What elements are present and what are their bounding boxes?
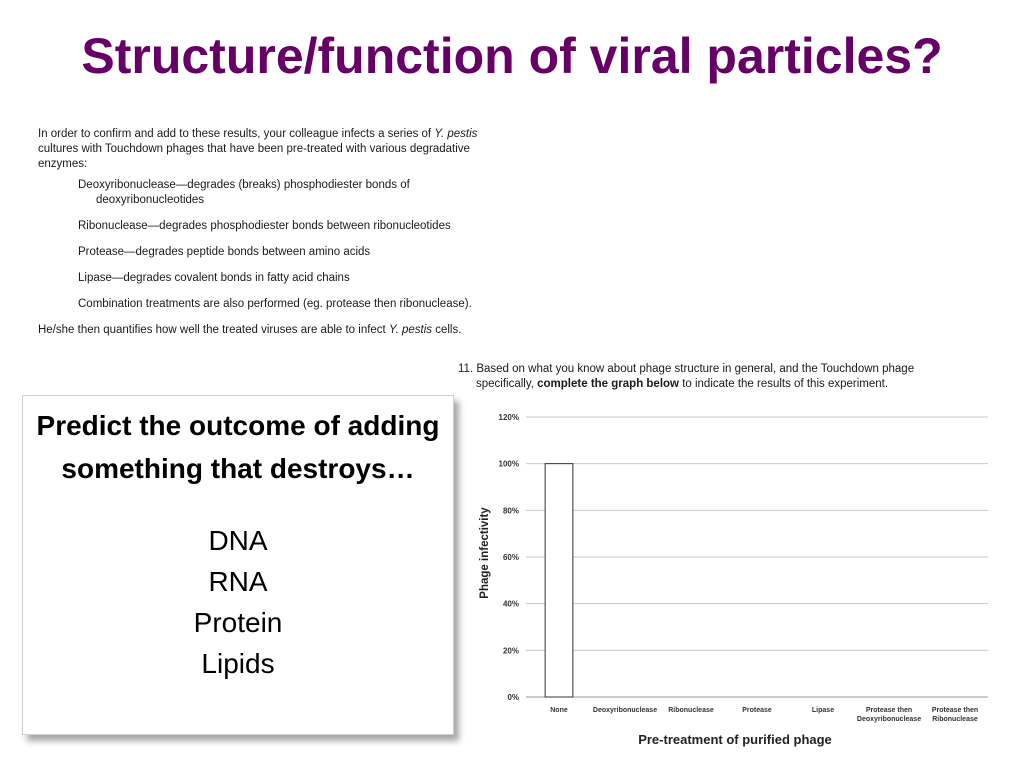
x-tick-label: Protease	[742, 707, 772, 714]
intro-line-2: cultures with Touchdown phages that have been pre-treated with various degradative	[38, 143, 470, 155]
y-tick-label: 40%	[502, 599, 519, 609]
y-tick-label: 80%	[502, 506, 519, 516]
question-11-line2: specifically, complete the graph below to indicate the results of this experiment.	[476, 378, 889, 390]
enzyme-protease: Protease—degrades peptide bonds between amino acids	[78, 246, 371, 258]
species-name: Y. pestis	[434, 128, 478, 140]
option-dna: DNA	[208, 525, 268, 556]
y-tick-label: 20%	[502, 646, 519, 656]
question-11	[458, 362, 998, 392]
option-rna: RNA	[208, 566, 268, 597]
x-tick-label: Protease then Deoxyribonuclease	[856, 707, 922, 723]
infectivity-chart	[470, 398, 1000, 754]
enzyme-dnase-line1: Deoxyribonuclease—degrades (breaks) phosphodiester bonds of	[78, 179, 410, 191]
x-tick-label: None	[550, 707, 568, 714]
y-tick-label: 60%	[502, 553, 519, 562]
y-tick-label: 0%	[507, 693, 519, 702]
enzyme-dnase-line2: deoxyribonucleotides	[96, 194, 205, 206]
x-tick-label: Ribonuclease	[668, 707, 714, 714]
prediction-prompt: Predict the outcome of adding something that destroys…	[36, 410, 440, 484]
question-11-line1: 11. Based on what you know about phage structure in general, and the Touchdown phage	[458, 363, 915, 375]
x-tick-label: Lipase	[811, 707, 835, 714]
x-tick-label: Deoxyribonuclease	[592, 707, 658, 714]
enzyme-lipase: Lipase—degrades covalent bonds in fatty acid chains	[78, 272, 350, 284]
intro-line-1: In order to confirm and add to these results, your colleague infects a series of Y. pestis	[38, 128, 478, 140]
bar-none	[545, 464, 573, 697]
option-lipids: Lipids	[201, 648, 275, 679]
enzyme-combination: Combination treatments are also performed (eg. protease then ribonuclease).	[78, 298, 472, 310]
y-axis-label: Phage infectivity	[479, 507, 491, 599]
outro-line: He/she then quantifies how well the treated viruses are able to infect Y. pestis cells.	[38, 324, 462, 336]
y-tick-label: 100%	[498, 459, 519, 469]
x-axis-label: Pre-treatment of purified phage	[638, 732, 832, 747]
assignment-intro	[38, 127, 578, 338]
y-tick-label: 120%	[498, 413, 519, 422]
prediction-callout	[22, 395, 454, 735]
question-11-emphasis: complete the graph below	[537, 378, 679, 390]
slide-title: Structure/function of viral particles?	[81, 28, 943, 84]
option-protein: Protein	[193, 607, 283, 638]
x-tick-label: Protease then Ribonuclease	[931, 707, 979, 723]
enzyme-rnase: Ribonuclease—degrades phosphodiester bonds between ribonucleotides	[78, 220, 451, 232]
intro-line-3: enzymes:	[38, 158, 88, 170]
species-name: Y. pestis	[388, 324, 432, 336]
